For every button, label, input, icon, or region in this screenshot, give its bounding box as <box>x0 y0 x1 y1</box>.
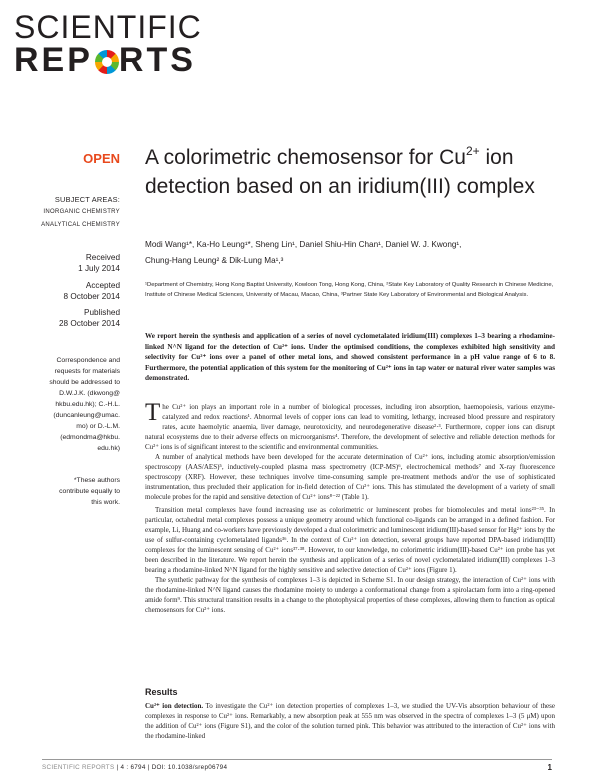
subject-area-item[interactable]: ANALYTICAL CHEMISTRY <box>41 222 120 228</box>
received-label: Received <box>85 253 120 262</box>
drop-cap: T <box>145 399 161 426</box>
paragraph: A number of analytical methods have been developed for the accurate determination of Cu²⁺ ions, including atomic absorption/emission spectroscopy (AAS/AES)⁵, inductively-coupled plasma mass spectrometry (ICP-MS)⁶, electrochemical methods⁷ and X-ray fluorescence spectroscopy (XRF). However, these techniques involve time-consuming sample pre-treatment methods and/or the use of sophisticated instrumentation, thus precluded their application for in-field detection of Cu²⁺ ions. This has stimulated the development of a variety of small molecule probes for the rapid and sensitive detection of Cu²⁺ ions⁸⁻²² (Table 1). <box>145 453 555 501</box>
subject-area-item[interactable]: INORGANIC CHEMISTRY <box>43 209 120 215</box>
page-number: 1 <box>547 763 552 772</box>
footer-rule <box>42 759 552 760</box>
open-access-label: OPEN <box>83 151 120 166</box>
abstract: We report herein the synthesis and application of a series of novel cyclometalated iridium(III) complexes 1–3 bearing a rhodamine-linked N^N ligand for the detection of Cu²⁺ ions. Under the optimised conditions, the complexes exhibited high sensitivity and selectivity for Cu²⁺ ions over a panel of other metal ions, and showed consistent performance in a pH value range of 6 to 8. Furthermore, the potential application of this system for the monitoring of Cu²⁺ ions in tap water or natural river water samples was demonstrated. <box>145 332 555 382</box>
affiliations: ¹Department of Chemistry, Hong Kong Baptist University, Kowloon Tong, Hong Kong, China, ²State Key Laboratory of Quality Research in Chinese Medicine, Institute of Chinese Medical Sciences, University of Macau, Macao, China, ³Partner State Key Laboratory of Environmental and Biological Analysis. <box>145 282 554 298</box>
journal-logo-icon <box>95 50 119 74</box>
correspondence-note: Correspondence and requests for materials should be addressed to D.W.J.K. (dkwong@ hkbu.edu.hk); C.-H.L. (duncanleung@umac. mo) or D.-L.M. (edmondma@hkbu. edu.hk) <box>49 357 120 452</box>
body-text: The Cu²⁺ ion plays an important role in a number of biological processes, including iron absorption, haemopoiesis, various enzyme-catalyzed and redox reactions¹. Abnormal levels of copper ions can lead to vomiting, lethargy, increased blood pressure and respiratory rates, acute haemolytic anaemia, liver damage, neurotoxicity, and neurodegenerative disease²·³. Furthermore, copper ions can disrupt natural ecosystems due to their adverse effects on microorganisms⁴. Therefore, the development of selective and reliable detection methods for Cu²⁺ ions is of significant interest to the scientific and environmental communities. A number of analytical methods have been developed for the accurate determination of Cu²⁺ ions, including atomic absorption/emission spectroscopy (AAS/AES)⁵, inductively-coupled plasma mass spectrometry (ICP-MS)⁶, electrochemical methods⁷ and X-ray fluorescence spectroscopy (XRF). However, these techniques involve time-consuming sample pre-treatment methods and/or the use of sophisticated instrumentation, thus precluded their application for in-field detection of Cu²⁺ ions. This has stimulated the development of a variety of small molecule probes for the rapid and sensitive detection of Cu²⁺ ions⁸⁻²² (Table 1). Transition metal complexes have found increasing use as colorimetric or luminescent probes for biomolecules and metal ions²³⁻³⁵. In particular, octahedral metal complexes possess a unique geometry around which functional co-ligands can be arranged in a defined fashion. For example, Li, Huang and co-workers have previously developed a dual colorimetric and luminescent iridium(III)-based sensor for Hg²⁺ ions by the use of sulfur-containing cyclometalated ligands³⁶. In the context of Cu²⁺ ion detection, several groups have reported DPA-based iridium(III) complexes for the luminescent sensing of Cu²⁺ ions³⁷·³⁸. However, to our knowledge, no colorimetric iridium(III)-based Cu²⁺ ion probe has yet been described in the literature. We report herein the synthesis and application of a series of novel cyclometalated iridium(III) complexes 1–3 bearing a rhodamine-linked N^N ligand for the highly sensitive and selective detection of Cu²⁺ ions (Figure 1). The synthetic pathway for the synthesis of complexes 1–3 is depicted in Scheme S1. In our design strategy, the interaction of Cu²⁺ ions with the rhodamine-linked N^N ligand causes the rhodamine moiety to undergo a conformational change from a spirolactam form into a ring-opened amide form⁹. This structural transition results in a change to the photophysical properties of these complexes, allowing them to function as optical chemosensors for Cu²⁺ ions. <box>145 399 555 614</box>
journal-logo-line1: SCIENTIFIC <box>14 9 202 45</box>
published-label: Published <box>84 308 120 317</box>
subject-areas-heading: SUBJECT AREAS: <box>54 195 120 204</box>
journal-logo-line2: REP RTS <box>14 41 196 79</box>
equal-contribution-note: *These authors contribute equally to this work. <box>59 477 120 506</box>
author-list: Modi Wang¹*, Ka-Ho Leung¹*, Sheng Lin¹, Daniel Shiu-Hin Chan¹, Daniel W. J. Kwong¹, Chung-Hang Leung² & Dik-Lung Ma¹,³ <box>145 240 462 265</box>
results-heading: Results <box>145 687 178 697</box>
paragraph: Transition metal complexes have found increasing use as colorimetric or luminescent probes for biomolecules and metal ions²³⁻³⁵. In particular, octahedral metal complexes possess a unique geometry around which functional co-ligands can be arranged in a defined fashion. For example, Li, Huang and co-workers have previously developed a dual colorimetric and luminescent iridium(III)-based sensor for Hg²⁺ ions by the use of sulfur-containing cyclometalated ligands³⁶. In the context of Cu²⁺ ion detection, several groups have reported DPA-based iridium(III) complexes for the luminescent sensing of Cu²⁺ ions³⁷·³⁸. However, to our knowledge, no colorimetric iridium(III)-based Cu²⁺ ion probe has yet been described in the literature. We report herein the synthesis and application of a series of novel cyclometalated iridium(III) complexes 1–3 bearing a rhodamine-linked N^N ligand for the highly sensitive and selective detection of Cu²⁺ ions (Figure 1). <box>145 506 555 574</box>
accepted-label: Accepted <box>85 281 120 290</box>
results-paragraph: Cu²⁺ ion detection. To investigate the Cu²⁺ ion detection properties of complexes 1–3, we studied the UV-Vis absorption behaviour of these complexes in response to Cu²⁺ ions. Remarkably, a new absorption peak at 555 nm was observed in the spectra of complexes 1–3 (5 μM) upon the addition of Cu²⁺ ions (Figure S1), and the color of the solution turned pink. This behavior was attributed to the interaction of Cu²⁺ ions with the rhodamine-linked <box>145 702 555 740</box>
received-date: 1 July 2014 <box>78 264 120 273</box>
article-title: A colorimetric chemosensor for $Cu^{2+}$ ion detection based on an iridium(III) complex <box>145 144 535 198</box>
published-date: 28 October 2014 <box>59 319 120 328</box>
accepted-date: 8 October 2014 <box>63 292 120 301</box>
footer-citation: SCIENTIFIC REPORTS | 4 : 6794 | DOI: 10.1038/srep06794 <box>42 764 228 771</box>
paragraph: The synthetic pathway for the synthesis of complexes 1–3 is depicted in Scheme S1. In our design strategy, the interaction of Cu²⁺ ions with the rhodamine-linked N^N ligand causes the rhodamine moiety to undergo a conformational change from a spirolactam form into a ring-opened amide form⁹. This structural transition results in a change to the photophysical properties of these complexes, allowing them to function as optical chemosensors for Cu²⁺ ions. <box>145 576 555 614</box>
